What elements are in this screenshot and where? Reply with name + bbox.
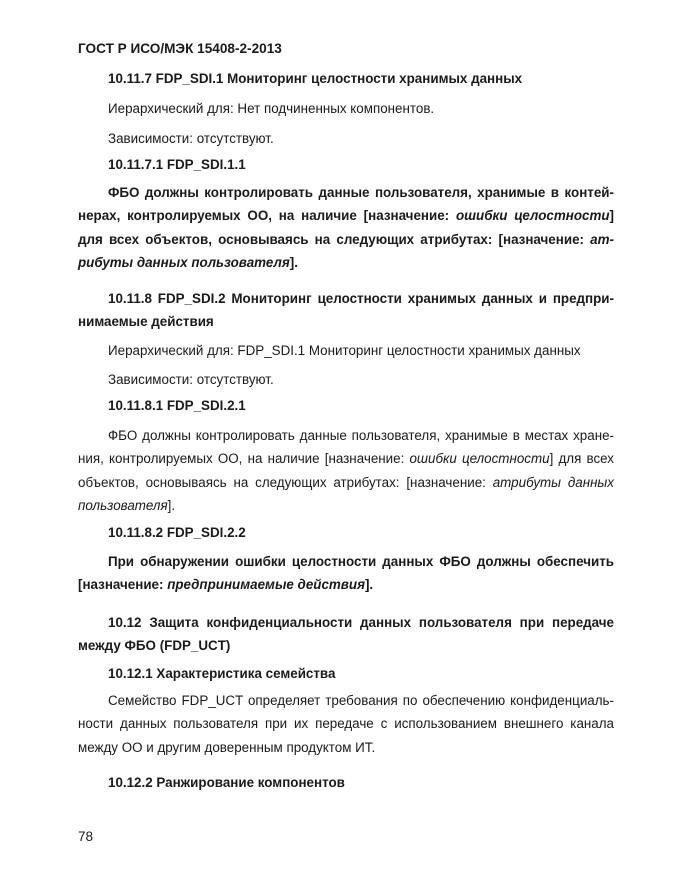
subsection-heading-10-12-1: 10.12.1 Характеристика семейства xyxy=(108,666,336,681)
hierarchical-text: Иерархический для: Нет подчиненных компонентов. xyxy=(108,101,435,116)
subsection-heading-10-11-7-1: 10.11.7.1 FDP_SDI.1.1 xyxy=(108,157,246,172)
requirement-paragraph: При обнаружении ошибки целостности данных ФБО должны обеспечить [назначение: предпринимаемые действия]. xyxy=(78,554,614,593)
section-heading-10-11-7: 10.11.7 FDP_SDI.1 Мониторинг целостности хранимых данных xyxy=(108,71,523,86)
hierarchical-text: Иерархический для: FDP_SDI.1 Мониторинг целостности хранимых данных xyxy=(108,343,581,358)
section-heading-10-11-8: 10.11.8 FDP_SDI.2 Мониторинг целостности хранимых данных и предпри-нимаемые действия xyxy=(78,291,614,330)
subsection-heading-10-11-8-2: 10.11.8.2 FDP_SDI.2.2 xyxy=(108,525,246,540)
document-header: ГОСТ Р ИСО/МЭК 15408-2-2013 xyxy=(78,41,282,56)
requirement-paragraph: ФБО должны контролировать данные пользователя, хранимые в местах хране-ния, контролируемых ОО, на наличие [назначение: ошибки целостности] для всех объектов, основываясь на следующих атрибутах: [назначение: атрибуты данных пользователя]. xyxy=(78,428,614,514)
dependencies-text: Зависимости: отсутствуют. xyxy=(108,131,274,146)
subsection-heading-10-12-2: 10.12.2 Ранжирование компонентов xyxy=(108,775,345,790)
page-number: 78 xyxy=(78,829,94,844)
requirement-paragraph: ФБО должны контролировать данные пользователя, хранимые в контей-нерах, контролируемых ОО, на наличие [назначение: ошибки целостности] для всех объектов, основываясь на следующих атрибутах: [назначение: ат-рибуты данных пользователя]. xyxy=(78,185,614,271)
family-description-paragraph: Семейство FDP_UCT определяет требования по обеспечению конфиденциаль-ности данных пользователя при их передаче с использованием внешнего канала между ОО и другим доверенным продуктом ИТ. xyxy=(78,693,614,755)
dependencies-text: Зависимости: отсутствуют. xyxy=(108,372,274,387)
section-heading-10-12: 10.12 Защита конфиденциальности данных пользователя при передаче между ФБО (FDP_UCT) xyxy=(78,615,614,654)
subsection-heading-10-11-8-1: 10.11.8.1 FDP_SDI.2.1 xyxy=(108,398,246,413)
